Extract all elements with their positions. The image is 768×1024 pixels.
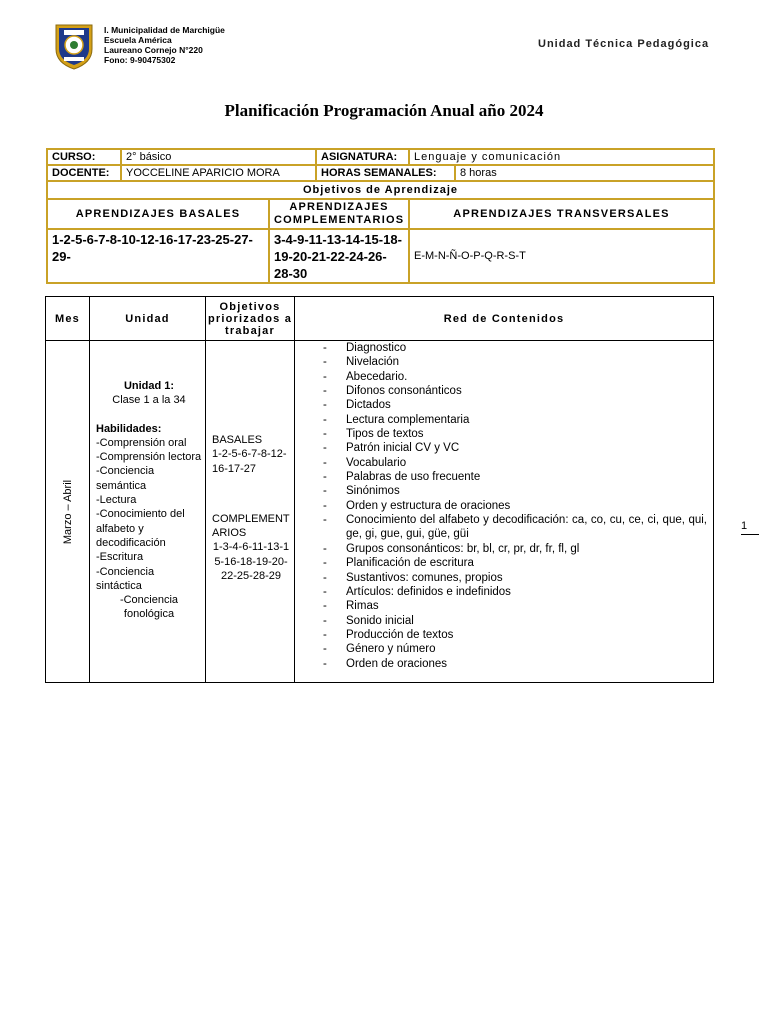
list-dash: - — [323, 499, 327, 512]
contenido-text: Diagnostico — [346, 342, 407, 354]
list-dash: - — [323, 557, 327, 570]
list-dash: - — [323, 614, 327, 627]
contenido-item — [295, 642, 713, 656]
list-dash: - — [323, 643, 327, 656]
curso-label: CURSO: — [47, 149, 121, 165]
obj-basales-value: 1-2-5-6-7-8-12-16-17-27 — [212, 448, 287, 475]
unidad-header: Unidad — [90, 297, 206, 341]
horas-value: 8 horas — [455, 165, 714, 181]
list-dash: - — [323, 413, 327, 426]
info-table — [46, 148, 715, 284]
docente-label: DOCENTE: — [47, 165, 121, 181]
contenido-text: Difonos consonánticos — [346, 385, 462, 398]
mes-value: Marzo – Abril — [61, 479, 74, 544]
contenido-item — [295, 355, 713, 369]
list-dash: - — [323, 600, 327, 613]
complementarios-header: APRENDIZAJES COMPLEMENTARIOS — [269, 199, 409, 229]
asignatura-value: Lenguaje y comunicación — [409, 149, 714, 165]
unidad-title: Unidad 1: — [123, 380, 175, 392]
list-dash: - — [323, 514, 327, 527]
contenido-text: Vocabulario — [346, 456, 407, 469]
municipality-line: I. Municipalidad de Marchigüe — [104, 25, 225, 35]
school-name-line: Escuela América — [104, 35, 172, 45]
contenido-item — [295, 484, 713, 498]
unidad-clases: Clase 1 a la 34 — [112, 394, 186, 407]
contenido-text: Planificación de escritura — [346, 557, 474, 570]
contenido-item — [295, 513, 713, 542]
list-dash: - — [323, 471, 327, 484]
plan-table — [45, 296, 714, 683]
contenido-item — [295, 657, 713, 671]
contenido-text: Orden y estructura de oraciones — [346, 499, 511, 512]
contenido-text: Dictados — [346, 399, 391, 412]
list-dash: - — [323, 342, 327, 354]
list-dash: - — [323, 571, 327, 584]
list-dash: - — [323, 657, 327, 670]
contenido-item — [295, 456, 713, 470]
contenido-item — [295, 470, 713, 484]
contenido-text: Conocimiento del alfabeto y decodificación: ca, co, cu, ce, ci, que, qui, ge, gi, gue, gui, güe, güi — [346, 514, 707, 541]
contenido-item — [295, 370, 713, 384]
objetivos-cell — [206, 341, 295, 683]
list-dash: - — [323, 370, 327, 383]
mes-cell — [46, 341, 90, 683]
horas-label: HORAS SEMANALES: — [316, 165, 455, 181]
objetivos-title: Objetivos de Aprendizaje — [47, 181, 714, 199]
list-dash: - — [323, 356, 327, 369]
contenido-item — [295, 499, 713, 513]
contenido-text: Sustantivos: comunes, propios — [346, 571, 503, 584]
contenido-item — [295, 341, 713, 355]
habilidad-item: -Comprensión oral — [96, 436, 187, 449]
contenido-text: Orden de oraciones — [346, 657, 448, 670]
docente-value: YOCCELINE APARICIO MORA — [121, 165, 316, 181]
contenido-text: Palabras de uso frecuente — [346, 471, 481, 484]
obj-complementarios-label: COMPLEMENTARIOS — [212, 512, 290, 540]
phone-line: Fono: 9-90475302 — [104, 55, 176, 65]
habilidad-item: -Conciencia semántica — [96, 465, 155, 492]
contenido-text: Grupos consonánticos: br, bl, cr, pr, dr, fr, fl, gl — [346, 542, 580, 555]
contenido-item — [295, 398, 713, 412]
contenido-text: Producción de textos — [346, 628, 454, 641]
list-dash: - — [323, 542, 327, 555]
unit-title: Unidad Técnica Pedagógica — [538, 38, 710, 50]
habilidad-item: -Conciencia fonológica — [119, 594, 179, 621]
list-dash: - — [323, 428, 327, 441]
contenido-item — [295, 628, 713, 642]
list-dash: - — [323, 442, 327, 455]
contenido-item — [295, 542, 713, 556]
mes-header: Mes — [46, 297, 90, 341]
list-dash: - — [323, 485, 327, 498]
school-info — [104, 25, 225, 65]
contenido-text: Rimas — [346, 600, 379, 613]
contenido-item — [295, 413, 713, 427]
contenido-text: Nivelación — [346, 356, 400, 369]
contenido-text: Patrón inicial CV y VC — [346, 442, 460, 455]
unidad-cell — [90, 341, 206, 683]
contenido-text: Artículos: definidos e indefinidos — [346, 585, 511, 598]
list-dash: - — [323, 585, 327, 598]
objetivos-header: Objetivos priorizados a trabajar — [206, 297, 295, 341]
obj-complementarios-value: 1-3-4-6-11-13-15-16-18-19-20-22-25-28-29 — [212, 541, 290, 583]
basales-header: APRENDIZAJES BASALES — [47, 199, 269, 229]
contenido-text: Abecedario. — [346, 370, 408, 383]
asignatura-label: ASIGNATURA: — [316, 149, 409, 165]
contenido-item — [295, 614, 713, 628]
contenido-text: Género y número — [346, 643, 436, 656]
list-dash: - — [323, 456, 327, 469]
basales-value: 1-2-5-6-7-8-10-12-16-17-23-25-27-29- — [47, 229, 269, 283]
list-dash: - — [323, 628, 327, 641]
obj-basales-label: BASALES — [212, 434, 263, 446]
red-contenidos-cell — [295, 341, 714, 683]
list-dash: - — [323, 385, 327, 398]
school-logo — [52, 19, 96, 71]
habilidad-item: -Conciencia sintáctica — [96, 565, 155, 592]
habilidades-label: Habilidades: — [96, 422, 162, 435]
contenido-text: Sinónimos — [346, 485, 400, 498]
contenido-text: Lectura complementaria — [346, 413, 470, 426]
page-number: 1 — [741, 520, 759, 535]
contenido-item — [295, 585, 713, 599]
red-header: Red de Contenidos — [295, 297, 714, 341]
contenido-item — [295, 556, 713, 570]
contenido-item — [295, 427, 713, 441]
address-line: Laureano Cornejo N°220 — [104, 45, 203, 55]
contenido-item — [295, 571, 713, 585]
transversales-header: APRENDIZAJES TRANSVERSALES — [409, 199, 714, 229]
habilidad-item: -Escritura — [96, 551, 144, 564]
habilidad-item: -Conocimiento del alfabeto y decodificación — [96, 508, 185, 549]
contenidos-list — [295, 341, 713, 671]
page-title: Planificación Programación Anual año 2024 — [224, 101, 544, 120]
contenido-text: Tipos de textos — [346, 428, 424, 441]
list-dash: - — [323, 399, 327, 412]
contenido-item — [295, 599, 713, 613]
curso-value: 2° básico — [121, 149, 316, 165]
contenido-item — [295, 384, 713, 398]
contenido-item — [295, 441, 713, 455]
habilidad-item: -Lectura — [96, 494, 137, 507]
complementarios-value: 3-4-9-11-13-14-15-18-19-20-21-22-24-26-28-30 — [269, 229, 409, 283]
habilidad-item: -Comprensión lectora — [96, 451, 202, 464]
contenido-text: Sonido inicial — [346, 614, 414, 627]
transversales-value: E-M-N-Ñ-O-P-Q-R-S-T — [409, 229, 714, 283]
